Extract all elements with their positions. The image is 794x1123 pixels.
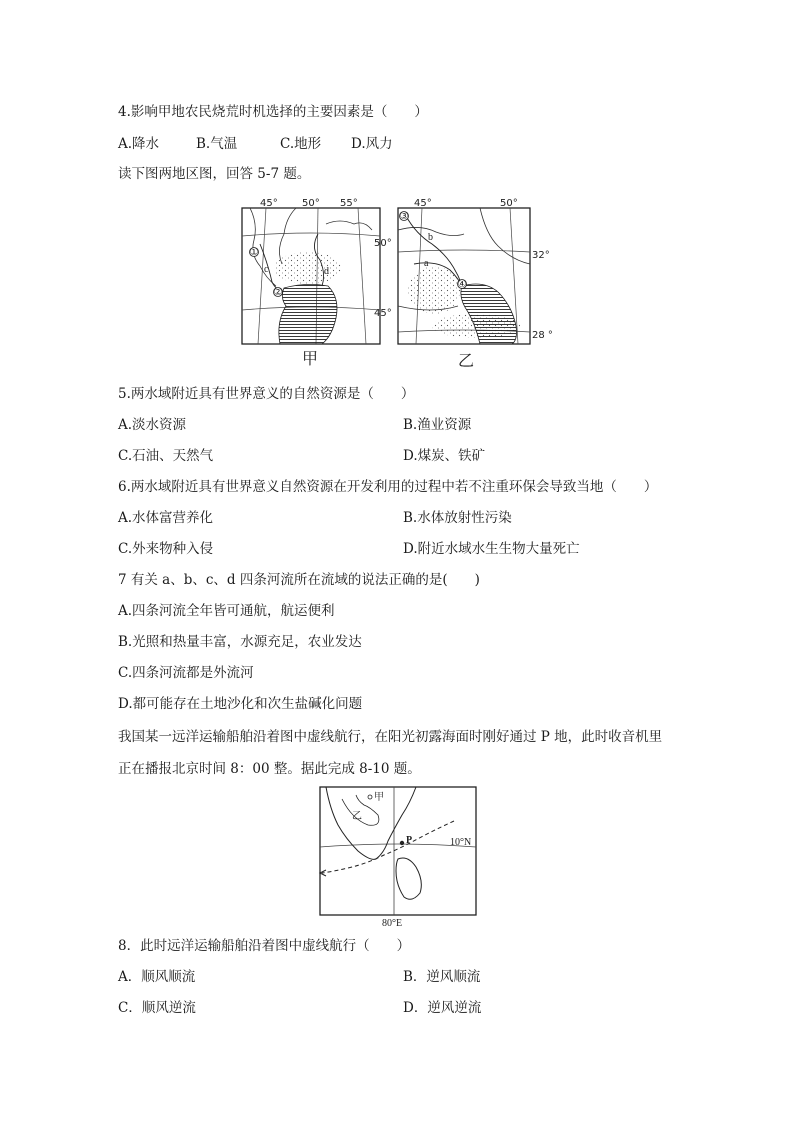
label-10n: 10°N <box>450 837 472 848</box>
q8-option-a: A．顺风顺流 <box>118 969 196 985</box>
label-80e: 80°E <box>382 918 403 929</box>
q7-option-d: D.都可能存在土地沙化和次生盐碱化问题 <box>118 696 363 712</box>
river-c-label: c <box>264 264 269 275</box>
q8-option-b: B．逆风顺流 <box>403 969 481 985</box>
marker-4: ④ <box>457 279 467 290</box>
label-yi: 乙 <box>352 811 362 822</box>
intro-8-10-line1: 我国某一远洋运输船舶沿着图中虚线航行，在阳光初露海面时刚好通过 P 地，此时收音机里 <box>118 729 663 745</box>
q4-option-b: B.气温 <box>196 136 238 152</box>
q5-option-a: A.淡水资源 <box>118 417 187 433</box>
jia-lat-50: 50° <box>374 238 392 249</box>
q7-stem: 7 有关 a、b、c、d 四条河流所在流域的说法正确的是( ) <box>118 572 480 588</box>
india-map <box>312 785 484 929</box>
yi-lon-50: 50° <box>500 198 518 209</box>
label-jia: 甲 <box>374 792 384 803</box>
q7-option-b: B.光照和热量丰富，水源充足，农业发达 <box>118 634 362 650</box>
q6-option-b: B.水体放射性污染 <box>403 510 512 526</box>
marker-1: ① <box>249 247 259 258</box>
map-yi <box>398 198 553 370</box>
jia-lon-55: 55° <box>340 198 358 209</box>
q6-option-c: C.外来物种入侵 <box>118 541 214 557</box>
q5-option-d: D.煤炭、铁矿 <box>403 448 486 464</box>
q8-stem: 8．此时远洋运输船舶沿着图中虚线航行（ ） <box>118 938 411 954</box>
q7-option-a: A.四条河流全年皆可通航，航运便利 <box>118 603 335 619</box>
q4-stem: 4.影响甲地农民烧荒时机选择的主要因素是（ ） <box>118 104 428 120</box>
intro-8-10-line2: 正在播报北京时间 8：00 整。据此完成 8-10 题。 <box>118 761 421 777</box>
jia-caption: 甲 <box>302 349 319 368</box>
q8-option-c: C．顺风逆流 <box>118 1000 196 1016</box>
river-a-label: a <box>424 258 429 269</box>
jia-lat-45: 45° <box>374 308 392 319</box>
q7-option-c: C.四条河流都是外流河 <box>118 665 254 681</box>
map-jia <box>242 198 392 368</box>
marker-2: ② <box>273 287 283 298</box>
q6-option-d: D.附近水域水生生物大量死亡 <box>403 541 580 557</box>
yi-lat-28: 28 ° <box>532 330 553 341</box>
q8-option-d: D．逆风逆流 <box>403 1000 482 1016</box>
q4-option-c: C.地形 <box>280 136 322 152</box>
label-p: P <box>406 835 413 846</box>
q5-stem: 5.两水域附近具有世界意义的自然资源是（ ） <box>118 386 415 402</box>
two-region-maps <box>236 194 556 370</box>
yi-lat-32: 32° <box>532 250 550 261</box>
river-b-label: b <box>428 232 433 243</box>
q6-stem: 6.两水域附近具有世界意义自然资源在开发利用的过程中若不注重环保会导致当地（ ） <box>118 479 658 495</box>
yi-lon-45: 45° <box>414 198 432 209</box>
q4-option-d: D.风力 <box>351 136 393 152</box>
q5-option-b: B.渔业资源 <box>403 417 472 433</box>
jia-lon-50: 50° <box>302 198 320 209</box>
yi-caption: 乙 <box>458 351 475 370</box>
q4-option-a: A.降水 <box>118 136 160 152</box>
marker-3: ③ <box>399 211 409 222</box>
river-d-label: d <box>324 266 329 277</box>
q5-option-c: C.石油、天然气 <box>118 448 214 464</box>
q6-option-a: A.水体富营养化 <box>118 510 214 526</box>
jia-lon-45: 45° <box>260 198 278 209</box>
intro-5-7: 读下图两地区图，回答 5-7 题。 <box>118 166 311 182</box>
